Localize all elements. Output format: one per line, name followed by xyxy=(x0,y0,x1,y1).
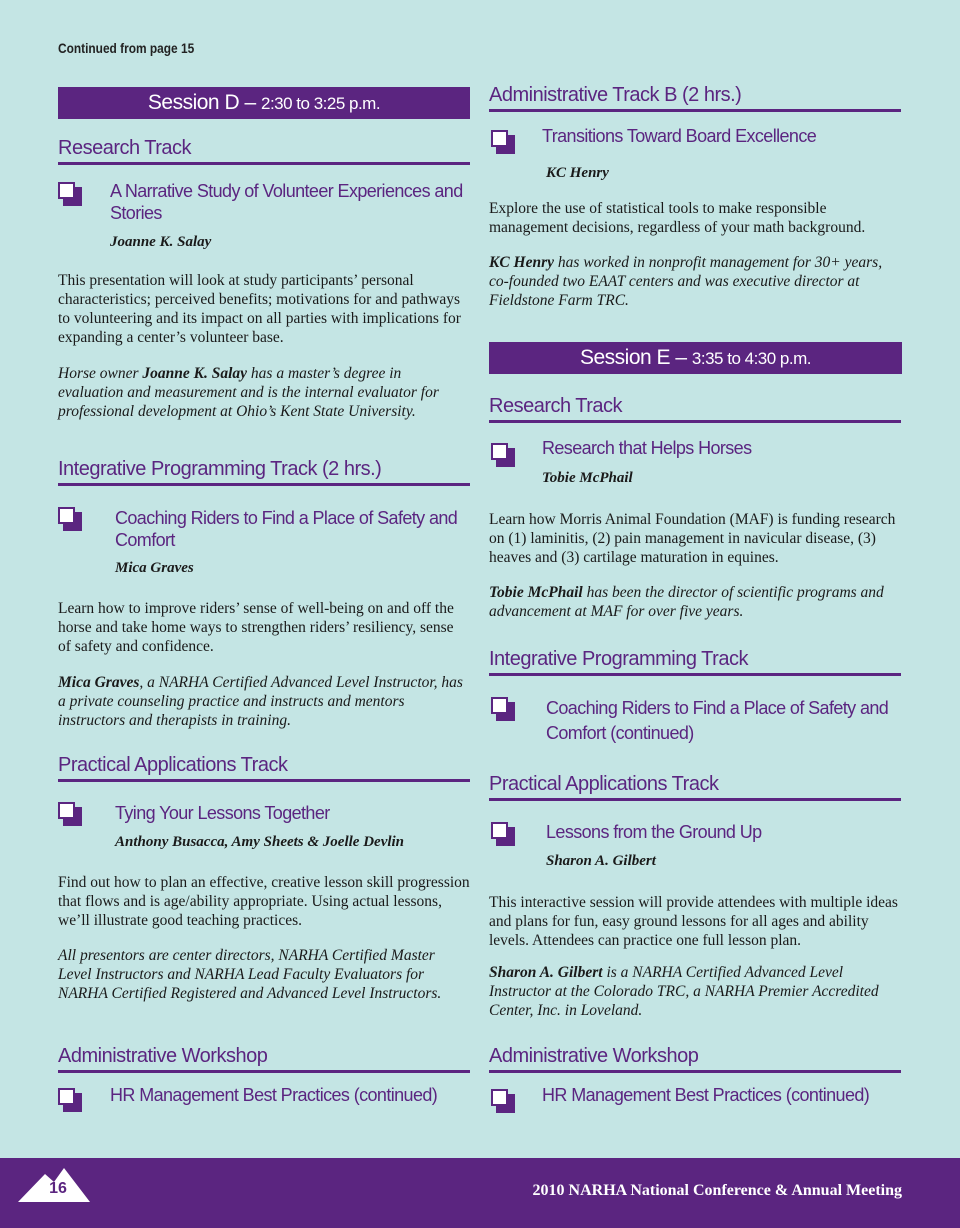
presenter-name: Mica Graves xyxy=(115,560,194,576)
track-heading: Administrative Track B (2 hrs.) xyxy=(489,84,901,112)
session-title: Coaching Riders to Find a Place of Safety and Comfort (continued) xyxy=(546,698,889,743)
track-heading: Practical Applications Track xyxy=(489,773,901,801)
presenter-bio xyxy=(58,673,470,730)
footer-bar xyxy=(0,1158,960,1228)
continued-note: Continued from page 15 xyxy=(58,40,195,56)
presenter-name: KC Henry xyxy=(546,165,609,181)
session-title: Tying Your Lessons Together xyxy=(115,803,330,823)
checkbox-icon xyxy=(58,182,82,206)
bio-name: Joanne K. Salay xyxy=(142,365,248,382)
session-e-header xyxy=(489,342,902,374)
presenter-name: Anthony Busacca, Amy Sheets & Joelle Devlin xyxy=(115,834,405,850)
session-title: HR Management Best Practices (continued) xyxy=(542,1085,870,1105)
bio-text: has a master’s degree in evaluation and measurement and is the internal evaluator for professional development at Ohio’s Kent State University. xyxy=(58,365,439,420)
session-description: This presentation will look at study participants’ personal characteristics; perceived benefits; motivations for and pathways to volunteering and its impact on all parties with implications for expanding a center’s volunteer base. xyxy=(58,272,461,346)
bio-text: Horse owner xyxy=(58,365,143,382)
track-heading: Research Track xyxy=(58,137,470,165)
presenter-name: Sharon A. Gilbert xyxy=(546,853,656,869)
checkbox-icon xyxy=(58,507,82,531)
presenter-bio xyxy=(489,253,901,310)
track-heading: Administrative Workshop xyxy=(489,1045,901,1073)
bio-text: is a NARHA Certified Advanced Level Instructor at the Colorado TRC, a NARHA Premier Accredited Center, Inc. in Loveland. xyxy=(489,964,879,1019)
session-d-header xyxy=(58,87,470,119)
session-title: HR Management Best Practices (continued) xyxy=(110,1085,438,1105)
presenter-bio xyxy=(489,583,902,621)
bio-text: , a NARHA Certified Advanced Level Instructor, has a private counseling practice and instructs and mentors instructors and therapists in training. xyxy=(58,674,463,729)
session-title: Transitions Toward Board Excellence xyxy=(542,126,817,146)
session-title: Lessons from the Ground Up xyxy=(546,822,762,842)
session-description: Find out how to plan an effective, creative lesson skill progression that flows and is age/ability appropriate. Using actual lessons, we’ll illustrate good teaching practices. xyxy=(58,874,470,929)
track-heading: Research Track xyxy=(489,395,901,423)
checkbox-icon xyxy=(58,1088,82,1112)
page-number: 16 xyxy=(49,1180,67,1197)
session-d-time: 2:30 to 3:25 p.m. xyxy=(260,94,381,113)
checkbox-icon xyxy=(491,822,515,846)
session-description: Learn how Morris Animal Foundation (MAF) is funding research on (1) laminitis, (2) pain management in navicular disease, (3) heaves and (3) cartilage maturation in equines. xyxy=(489,511,896,566)
session-description: Learn how to improve riders’ sense of well-being on and off the horse and take home ways to strengthen riders’ resiliency, sense of safety and confidence. xyxy=(58,600,454,655)
checkbox-icon xyxy=(58,802,82,826)
session-title: Coaching Riders to Find a Place of Safety and Comfort xyxy=(115,508,458,550)
presenter-bio: All presentors are center directors, NARHA Certified Master Level Instructors and NARHA Lead Faculty Evaluators for NARHA Certified Registered and Advanced Level Instructors. xyxy=(58,947,442,1002)
bio-name: Sharon A. Gilbert xyxy=(489,964,603,981)
bio-name: KC Henry xyxy=(489,254,555,271)
session-e-time: 3:35 to 4:30 p.m. xyxy=(691,349,811,368)
session-title: A Narrative Study of Volunteer Experiences and Stories xyxy=(110,181,463,223)
checkbox-icon xyxy=(491,443,515,467)
presenter-name: Tobie McPhail xyxy=(542,470,633,486)
bio-name: Tobie McPhail xyxy=(489,584,583,601)
track-heading: Integrative Programming Track xyxy=(489,648,901,676)
presenter-name: Joanne K. Salay xyxy=(110,234,212,250)
session-description: This interactive session will provide attendees with multiple ideas and plans for fun, easy ground lessons for all ages and ability levels. Attendees can practice one full lesson plan. xyxy=(489,894,898,949)
presenter-bio xyxy=(58,364,470,421)
checkbox-icon xyxy=(491,1089,515,1113)
presenter-bio xyxy=(489,963,902,1020)
session-d-label: Session D – xyxy=(147,91,256,114)
bio-text: has worked in nonprofit management for 30+ years, co-founded two EAAT centers and was executive director at Fieldstone Farm TRC. xyxy=(489,254,883,309)
checkbox-icon xyxy=(491,697,515,721)
bio-text: has been the director of scientific programs and advancement at MAF for over five years. xyxy=(489,584,884,620)
bio-name: Mica Graves xyxy=(58,674,140,691)
track-heading: Administrative Workshop xyxy=(58,1045,470,1073)
session-title: Research that Helps Horses xyxy=(542,438,752,458)
track-heading: Integrative Programming Track (2 hrs.) xyxy=(58,458,470,486)
session-description: Explore the use of statistical tools to make responsible management decisions, regardless of your math background. xyxy=(489,200,866,236)
footer-title: 2010 NARHA National Conference & Annual Meeting xyxy=(532,1182,902,1199)
track-heading: Practical Applications Track xyxy=(58,754,470,782)
session-e-label: Session E – xyxy=(579,346,687,369)
checkbox-icon xyxy=(491,130,515,154)
